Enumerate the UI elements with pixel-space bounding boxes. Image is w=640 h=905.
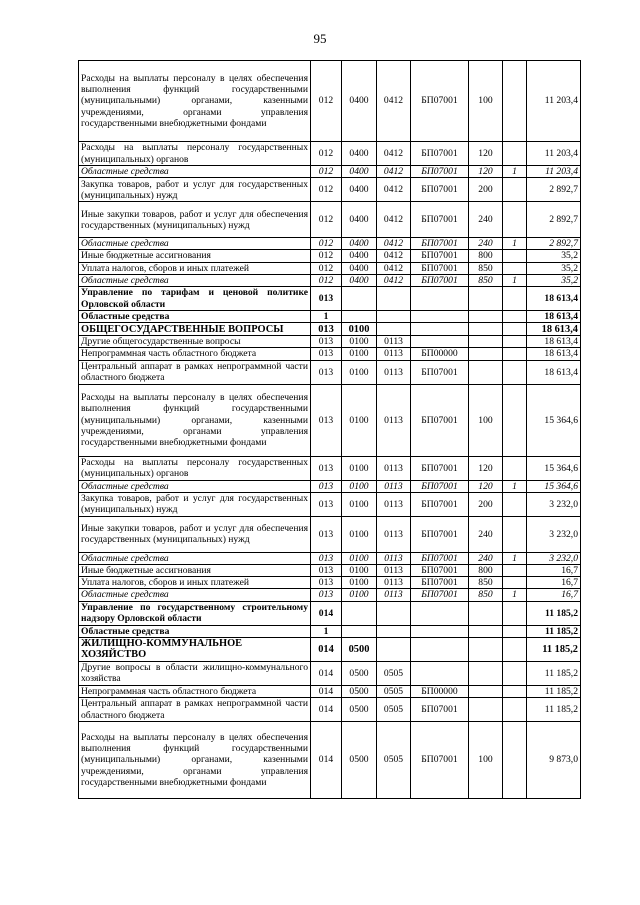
row-csr-cell xyxy=(411,311,469,323)
row-vr-cell xyxy=(469,311,503,323)
row-rz-cell: 0100 xyxy=(342,565,377,577)
row-sum-cell: 15 364,6 xyxy=(527,480,581,492)
row-name-cell: Центральный аппарат в рамках непрограммной части областного бюджета xyxy=(79,360,311,384)
row-pr-cell: 0113 xyxy=(377,565,411,577)
row-rz-cell xyxy=(342,287,377,311)
row-pr-cell: 0505 xyxy=(377,722,411,799)
row-ved-cell: 013 xyxy=(311,552,342,564)
table-row xyxy=(79,698,581,722)
row-name-cell: Управление по государственному строительному надзору Орловской области xyxy=(79,601,311,625)
row-src-cell xyxy=(503,601,527,625)
row-ved-cell: 013 xyxy=(311,384,342,456)
row-vr-cell: 200 xyxy=(469,492,503,516)
row-csr-cell: БП07001 xyxy=(411,142,469,166)
row-csr-cell: БП07001 xyxy=(411,516,469,552)
row-csr-cell: БП07001 xyxy=(411,262,469,274)
row-ved-cell: 013 xyxy=(311,287,342,311)
row-src-cell xyxy=(503,360,527,384)
row-vr-cell xyxy=(469,685,503,697)
row-src-cell xyxy=(503,250,527,262)
row-sum-cell: 2 892,7 xyxy=(527,238,581,250)
row-sum-cell: 2 892,7 xyxy=(527,202,581,238)
row-pr-cell xyxy=(377,287,411,311)
row-pr-cell: 0505 xyxy=(377,685,411,697)
row-csr-cell: БП07001 xyxy=(411,202,469,238)
row-name-cell: Непрограммная часть областного бюджета xyxy=(79,685,311,697)
row-sum-cell: 11 185,2 xyxy=(527,601,581,625)
row-vr-cell xyxy=(469,348,503,360)
row-csr-cell: БП07001 xyxy=(411,456,469,480)
row-sum-cell: 11 203,4 xyxy=(527,61,581,142)
row-rz-cell xyxy=(342,601,377,625)
row-rz-cell: 0500 xyxy=(342,637,377,661)
row-vr-cell xyxy=(469,336,503,348)
row-name-cell: ОБЩЕГОСУДАРСТВЕННЫЕ ВОПРОСЫ xyxy=(79,323,311,336)
table-row xyxy=(79,492,581,516)
row-rz-cell: 0100 xyxy=(342,552,377,564)
row-sum-cell: 18 613,4 xyxy=(527,311,581,323)
row-sum-cell: 35,2 xyxy=(527,262,581,274)
row-vr-cell: 850 xyxy=(469,274,503,286)
row-name-cell: Закупка товаров, работ и услуг для государственных (муниципальных) нужд xyxy=(79,178,311,202)
row-ved-cell: 012 xyxy=(311,262,342,274)
row-ved-cell: 012 xyxy=(311,202,342,238)
row-ved-cell: 014 xyxy=(311,601,342,625)
row-pr-cell: 0113 xyxy=(377,589,411,601)
row-name-cell: Областные средства xyxy=(79,552,311,564)
row-name-cell: Расходы на выплаты персоналу в целях обеспечения выполнения функций государственными (муниципальными) органами, казенными учреждениями, органами управления государственными внебюджетными фондами xyxy=(79,722,311,799)
row-sum-cell: 3 232,0 xyxy=(527,492,581,516)
row-vr-cell xyxy=(469,287,503,311)
table-body xyxy=(79,61,581,799)
row-src-cell xyxy=(503,492,527,516)
row-ved-cell: 013 xyxy=(311,516,342,552)
row-csr-cell: БП07001 xyxy=(411,577,469,589)
row-rz-cell: 0100 xyxy=(342,589,377,601)
row-csr-cell xyxy=(411,287,469,311)
row-src-cell xyxy=(503,202,527,238)
row-csr-cell: БП07001 xyxy=(411,492,469,516)
row-name-cell: Расходы на выплаты персоналу государственных (муниципальных) органов xyxy=(79,142,311,166)
row-vr-cell xyxy=(469,698,503,722)
row-src-cell xyxy=(503,348,527,360)
row-ved-cell: 013 xyxy=(311,360,342,384)
row-sum-cell: 9 873,0 xyxy=(527,722,581,799)
row-csr-cell: БП07001 xyxy=(411,61,469,142)
row-vr-cell: 120 xyxy=(469,480,503,492)
row-name-cell: Управление по тарифам и ценовой политике Орловской области xyxy=(79,287,311,311)
row-vr-cell: 800 xyxy=(469,250,503,262)
row-vr-cell xyxy=(469,323,503,336)
row-rz-cell: 0100 xyxy=(342,492,377,516)
row-vr-cell: 100 xyxy=(469,384,503,456)
row-ved-cell: 012 xyxy=(311,178,342,202)
table-row xyxy=(79,238,581,250)
row-csr-cell: БП07001 xyxy=(411,250,469,262)
row-vr-cell: 850 xyxy=(469,577,503,589)
row-src-cell: 1 xyxy=(503,274,527,286)
row-src-cell xyxy=(503,323,527,336)
row-pr-cell: 0412 xyxy=(377,262,411,274)
row-sum-cell: 18 613,4 xyxy=(527,348,581,360)
row-name-cell: Закупка товаров, работ и услуг для государственных (муниципальных) нужд xyxy=(79,492,311,516)
row-ved-cell: 012 xyxy=(311,61,342,142)
table-row xyxy=(79,287,581,311)
row-pr-cell xyxy=(377,323,411,336)
row-rz-cell: 0400 xyxy=(342,274,377,286)
table-row xyxy=(79,142,581,166)
row-src-cell xyxy=(503,516,527,552)
row-ved-cell: 013 xyxy=(311,456,342,480)
row-rz-cell: 0400 xyxy=(342,166,377,178)
row-ved-cell: 014 xyxy=(311,685,342,697)
table-row xyxy=(79,565,581,577)
row-pr-cell xyxy=(377,625,411,637)
row-rz-cell: 0100 xyxy=(342,577,377,589)
row-rz-cell: 0100 xyxy=(342,323,377,336)
row-pr-cell: 0113 xyxy=(377,348,411,360)
table-row xyxy=(79,323,581,336)
row-vr-cell xyxy=(469,661,503,685)
row-rz-cell: 0400 xyxy=(342,142,377,166)
row-src-cell xyxy=(503,61,527,142)
row-csr-cell: БП07001 xyxy=(411,178,469,202)
row-name-cell: Расходы на выплаты персоналу государственных (муниципальных) органов xyxy=(79,456,311,480)
row-csr-cell: БП07001 xyxy=(411,360,469,384)
row-ved-cell: 1 xyxy=(311,311,342,323)
row-name-cell: Областные средства xyxy=(79,311,311,323)
row-rz-cell: 0400 xyxy=(342,238,377,250)
row-pr-cell: 0113 xyxy=(377,360,411,384)
row-vr-cell: 100 xyxy=(469,722,503,799)
row-csr-cell xyxy=(411,661,469,685)
row-csr-cell: БП07001 xyxy=(411,166,469,178)
row-pr-cell xyxy=(377,601,411,625)
row-name-cell: Областные средства xyxy=(79,274,311,286)
row-csr-cell: БП07001 xyxy=(411,552,469,564)
row-src-cell: 1 xyxy=(503,589,527,601)
row-src-cell xyxy=(503,698,527,722)
row-sum-cell: 11 185,2 xyxy=(527,698,581,722)
row-ved-cell: 013 xyxy=(311,480,342,492)
row-ved-cell: 014 xyxy=(311,698,342,722)
row-sum-cell: 15 364,6 xyxy=(527,384,581,456)
row-vr-cell xyxy=(469,360,503,384)
row-ved-cell: 012 xyxy=(311,166,342,178)
row-vr-cell: 240 xyxy=(469,238,503,250)
row-name-cell: Центральный аппарат в рамках непрограммной части областного бюджета xyxy=(79,698,311,722)
row-src-cell xyxy=(503,625,527,637)
row-rz-cell xyxy=(342,311,377,323)
row-name-cell: Областные средства xyxy=(79,625,311,637)
table-row xyxy=(79,384,581,456)
row-rz-cell: 0400 xyxy=(342,250,377,262)
row-ved-cell: 012 xyxy=(311,250,342,262)
table-row xyxy=(79,348,581,360)
row-ved-cell: 013 xyxy=(311,323,342,336)
row-src-cell xyxy=(503,384,527,456)
row-rz-cell: 0400 xyxy=(342,178,377,202)
row-vr-cell: 200 xyxy=(469,178,503,202)
row-rz-cell: 0500 xyxy=(342,722,377,799)
row-rz-cell: 0100 xyxy=(342,336,377,348)
row-src-cell xyxy=(503,336,527,348)
row-pr-cell: 0412 xyxy=(377,178,411,202)
row-name-cell: Областные средства xyxy=(79,480,311,492)
row-vr-cell: 850 xyxy=(469,262,503,274)
row-sum-cell: 3 232,0 xyxy=(527,552,581,564)
row-pr-cell: 0113 xyxy=(377,456,411,480)
row-pr-cell: 0412 xyxy=(377,142,411,166)
table-row xyxy=(79,456,581,480)
row-name-cell: Иные закупки товаров, работ и услуг для обеспечения государственных (муниципальных) нужд xyxy=(79,202,311,238)
row-name-cell: Иные бюджетные ассигнования xyxy=(79,250,311,262)
table-row xyxy=(79,661,581,685)
row-vr-cell: 120 xyxy=(469,456,503,480)
row-pr-cell: 0412 xyxy=(377,274,411,286)
table-row xyxy=(79,480,581,492)
row-name-cell: Областные средства xyxy=(79,589,311,601)
row-src-cell: 1 xyxy=(503,238,527,250)
row-src-cell xyxy=(503,287,527,311)
row-pr-cell: 0113 xyxy=(377,516,411,552)
row-sum-cell: 11 185,2 xyxy=(527,625,581,637)
budget-table xyxy=(78,60,581,799)
row-ved-cell: 013 xyxy=(311,565,342,577)
row-sum-cell: 11 185,2 xyxy=(527,637,581,661)
row-rz-cell: 0100 xyxy=(342,516,377,552)
row-ved-cell: 013 xyxy=(311,577,342,589)
row-name-cell: Уплата налогов, сборов и иных платежей xyxy=(79,262,311,274)
table-row xyxy=(79,61,581,142)
row-rz-cell: 0100 xyxy=(342,360,377,384)
row-rz-cell xyxy=(342,625,377,637)
row-vr-cell: 100 xyxy=(469,61,503,142)
row-src-cell xyxy=(503,577,527,589)
table-row xyxy=(79,274,581,286)
row-src-cell xyxy=(503,565,527,577)
row-src-cell: 1 xyxy=(503,166,527,178)
row-vr-cell: 850 xyxy=(469,589,503,601)
row-name-cell: Иные закупки товаров, работ и услуг для обеспечения государственных (муниципальных) нужд xyxy=(79,516,311,552)
row-ved-cell: 013 xyxy=(311,348,342,360)
row-csr-cell: БП00000 xyxy=(411,348,469,360)
row-src-cell xyxy=(503,661,527,685)
row-csr-cell: БП07001 xyxy=(411,722,469,799)
row-vr-cell: 240 xyxy=(469,552,503,564)
row-name-cell: Непрограммная часть областного бюджета xyxy=(79,348,311,360)
row-src-cell: 1 xyxy=(503,552,527,564)
table-row xyxy=(79,601,581,625)
row-src-cell xyxy=(503,685,527,697)
table-row xyxy=(79,637,581,661)
row-pr-cell: 0412 xyxy=(377,238,411,250)
row-name-cell: Другие общегосударственные вопросы xyxy=(79,336,311,348)
row-csr-cell: БП07001 xyxy=(411,698,469,722)
row-ved-cell: 014 xyxy=(311,722,342,799)
row-sum-cell: 11 203,4 xyxy=(527,166,581,178)
row-ved-cell: 012 xyxy=(311,274,342,286)
row-rz-cell: 0500 xyxy=(342,661,377,685)
row-pr-cell: 0412 xyxy=(377,202,411,238)
row-ved-cell: 014 xyxy=(311,637,342,661)
row-name-cell: Расходы на выплаты персоналу в целях обеспечения выполнения функций государственными (муниципальными) органами, казенными учреждениями, органами управления государственными внебюджетными фондами xyxy=(79,61,311,142)
table-row xyxy=(79,360,581,384)
table-row xyxy=(79,722,581,799)
row-csr-cell: БП00000 xyxy=(411,685,469,697)
row-csr-cell xyxy=(411,601,469,625)
row-name-cell: Уплата налогов, сборов и иных платежей xyxy=(79,577,311,589)
row-sum-cell: 11 203,4 xyxy=(527,142,581,166)
row-sum-cell: 35,2 xyxy=(527,274,581,286)
row-vr-cell: 120 xyxy=(469,142,503,166)
row-csr-cell: БП07001 xyxy=(411,274,469,286)
table-row xyxy=(79,516,581,552)
table-row xyxy=(79,552,581,564)
row-pr-cell xyxy=(377,637,411,661)
row-csr-cell xyxy=(411,323,469,336)
row-sum-cell: 11 185,2 xyxy=(527,685,581,697)
row-sum-cell: 16,7 xyxy=(527,565,581,577)
row-csr-cell xyxy=(411,637,469,661)
row-sum-cell: 18 613,4 xyxy=(527,336,581,348)
row-sum-cell: 35,2 xyxy=(527,250,581,262)
row-pr-cell: 0113 xyxy=(377,480,411,492)
row-pr-cell: 0113 xyxy=(377,577,411,589)
row-vr-cell xyxy=(469,625,503,637)
table-row xyxy=(79,311,581,323)
row-src-cell xyxy=(503,456,527,480)
row-pr-cell: 0412 xyxy=(377,250,411,262)
row-rz-cell: 0400 xyxy=(342,61,377,142)
row-sum-cell: 18 613,4 xyxy=(527,287,581,311)
row-pr-cell: 0505 xyxy=(377,661,411,685)
table-row xyxy=(79,589,581,601)
table-row xyxy=(79,625,581,637)
row-csr-cell: БП07001 xyxy=(411,480,469,492)
row-ved-cell: 012 xyxy=(311,238,342,250)
row-ved-cell: 013 xyxy=(311,336,342,348)
row-rz-cell: 0100 xyxy=(342,480,377,492)
table-row xyxy=(79,262,581,274)
row-ved-cell: 013 xyxy=(311,492,342,516)
row-name-cell: ЖИЛИЩНО-КОММУНАЛЬНОЕ ХОЗЯЙСТВО xyxy=(79,637,311,661)
row-rz-cell: 0400 xyxy=(342,262,377,274)
row-pr-cell: 0113 xyxy=(377,336,411,348)
row-src-cell xyxy=(503,311,527,323)
table-row xyxy=(79,202,581,238)
row-ved-cell: 1 xyxy=(311,625,342,637)
row-pr-cell: 0412 xyxy=(377,166,411,178)
row-vr-cell: 240 xyxy=(469,516,503,552)
row-sum-cell: 16,7 xyxy=(527,589,581,601)
row-name-cell: Иные бюджетные ассигнования xyxy=(79,565,311,577)
row-vr-cell: 240 xyxy=(469,202,503,238)
row-ved-cell: 013 xyxy=(311,589,342,601)
table-row xyxy=(79,685,581,697)
row-sum-cell: 11 185,2 xyxy=(527,661,581,685)
row-rz-cell: 0400 xyxy=(342,202,377,238)
row-ved-cell: 014 xyxy=(311,661,342,685)
row-sum-cell: 18 613,4 xyxy=(527,323,581,336)
row-vr-cell: 800 xyxy=(469,565,503,577)
row-csr-cell: БП07001 xyxy=(411,589,469,601)
row-ved-cell: 012 xyxy=(311,142,342,166)
row-sum-cell: 16,7 xyxy=(527,577,581,589)
row-sum-cell: 15 364,6 xyxy=(527,456,581,480)
row-vr-cell: 120 xyxy=(469,166,503,178)
row-vr-cell xyxy=(469,601,503,625)
row-csr-cell xyxy=(411,625,469,637)
row-pr-cell: 0412 xyxy=(377,61,411,142)
row-rz-cell: 0500 xyxy=(342,698,377,722)
row-vr-cell xyxy=(469,637,503,661)
row-sum-cell: 3 232,0 xyxy=(527,516,581,552)
table-row xyxy=(79,336,581,348)
row-pr-cell xyxy=(377,311,411,323)
row-src-cell xyxy=(503,178,527,202)
row-pr-cell: 0113 xyxy=(377,552,411,564)
row-src-cell xyxy=(503,142,527,166)
row-src-cell xyxy=(503,262,527,274)
row-sum-cell: 2 892,7 xyxy=(527,178,581,202)
page-number: 95 xyxy=(313,31,327,46)
row-src-cell: 1 xyxy=(503,480,527,492)
row-name-cell: Другие вопросы в области жилищно-коммунального хозяйства xyxy=(79,661,311,685)
row-sum-cell: 18 613,4 xyxy=(527,360,581,384)
row-pr-cell: 0505 xyxy=(377,698,411,722)
table-row xyxy=(79,166,581,178)
row-name-cell: Расходы на выплаты персоналу в целях обеспечения выполнения функций государственными (муниципальными) органами, казенными учреждениями, органами управления государственными внебюджетными фондами xyxy=(79,384,311,456)
row-csr-cell: БП07001 xyxy=(411,384,469,456)
row-rz-cell: 0100 xyxy=(342,348,377,360)
row-csr-cell: БП07001 xyxy=(411,238,469,250)
row-pr-cell: 0113 xyxy=(377,492,411,516)
row-csr-cell: БП07001 xyxy=(411,565,469,577)
table-row xyxy=(79,250,581,262)
row-src-cell xyxy=(503,722,527,799)
row-pr-cell: 0113 xyxy=(377,384,411,456)
row-rz-cell: 0500 xyxy=(342,685,377,697)
row-rz-cell: 0100 xyxy=(342,456,377,480)
row-csr-cell xyxy=(411,336,469,348)
row-name-cell: Областные средства xyxy=(79,166,311,178)
row-src-cell xyxy=(503,637,527,661)
table-row xyxy=(79,577,581,589)
table-row xyxy=(79,178,581,202)
row-name-cell: Областные средства xyxy=(79,238,311,250)
row-rz-cell: 0100 xyxy=(342,384,377,456)
